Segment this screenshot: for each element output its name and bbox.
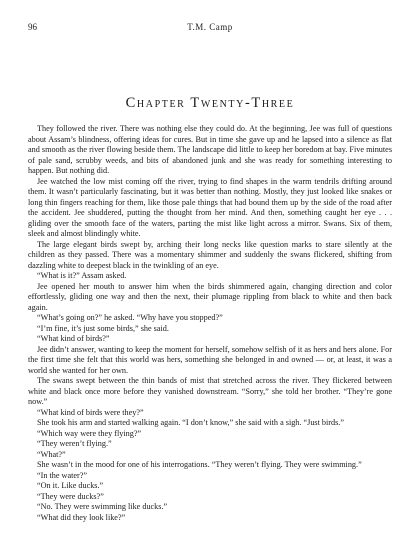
- paragraph: Jee didn’t answer, wanting to keep the moment for herself, somehow selfish of it as hers and hers alone. For the first time she felt that this world was hers, something she belonged in and owned — or, at least, it was a world she wanted for her own.: [28, 344, 392, 375]
- paragraph: She wasn’t in the mood for one of his interrogations. “They weren’t flying. They were swimming.”: [37, 460, 362, 469]
- paragraph: They followed the river. There was nothing else they could do. At the beginning, Jee was full of questions about Assam’s blindness, offering ideas for cures. But in time she gave up and he lapsed into a silence as flat and smooth as the river flowing beside them. The landscape did little to keep her boredom at bay. Five minutes of pale sand, scrubby weeds, and bits of abandoned junk and she was ready for something interesting to happen. But nothing did.: [28, 124, 392, 175]
- page-header: [28, 22, 392, 34]
- paragraph: “Which way were they flying?”: [37, 428, 142, 438]
- paragraph: Jee watched the low mist coming off the river, trying to find shapes in the warm tendrils drifting around them. It wasn’t particularly fascinating, but it was better than nothing. Mostly, they just looked like snakes or long thin fingers reaching for them, like those pale things that had bound them up by the side of the road after the accident. Jee shuddered, putting the thought from her mind. And then, something caught her eye . . . gliding over the smooth face of the waters, parting the mist like light across a mirror. Swans. Six of them, sleek and almost blindingly white.: [28, 176, 392, 238]
- body-text: [28, 124, 392, 523]
- paragraph: “What’s going on?” he asked. “Why have you stopped?”: [37, 313, 223, 322]
- paragraph: “What?”: [37, 449, 66, 459]
- paragraph: “They were ducks?”: [37, 491, 104, 501]
- page-number: 96: [28, 22, 37, 32]
- paragraph: “What did they look like?”: [37, 512, 126, 522]
- running-head-author: T.M. Camp: [187, 22, 233, 32]
- paragraph: “What kind of birds were they?”: [37, 407, 144, 417]
- chapter-title: Chapter Twenty-Three: [125, 95, 295, 111]
- paragraph: Jee opened her mouth to answer him when the birds shimmered again, changing direction and color effortlessly, gliding one way and then the next, their plumage rippling from black to white and then back again.: [28, 281, 392, 312]
- paragraph: “What is it?” Assam asked.: [37, 271, 127, 280]
- paragraph: “No. They were swimming like ducks.”: [37, 502, 168, 511]
- paragraph: “On it. Like ducks.”: [37, 481, 104, 490]
- paragraph: “What kind of birds?”: [37, 334, 110, 343]
- paragraph: She took his arm and started walking again. “I don’t know,” she said with a sigh. “Just birds.”: [37, 418, 344, 427]
- paragraph: “I’m fine, it’s just some birds,” she said.: [37, 323, 169, 333]
- paragraph: The swans swept between the thin bands of mist that stretched across the river. They flickered between white and black once more before they vanished downstream. “Sorry,” she told her brother. “They’re gone now.”: [28, 376, 392, 406]
- paragraph: “They weren’t flying.”: [37, 439, 112, 448]
- paragraph: “In the water?”: [37, 470, 88, 480]
- paragraph: The large elegant birds swept by, arching their long necks like question marks to stare silently at the children as they passed. There was a momentary shimmer and suddenly the swans flickered, shifting from dazzling white to deepest black in the twinkling of an eye.: [28, 239, 392, 270]
